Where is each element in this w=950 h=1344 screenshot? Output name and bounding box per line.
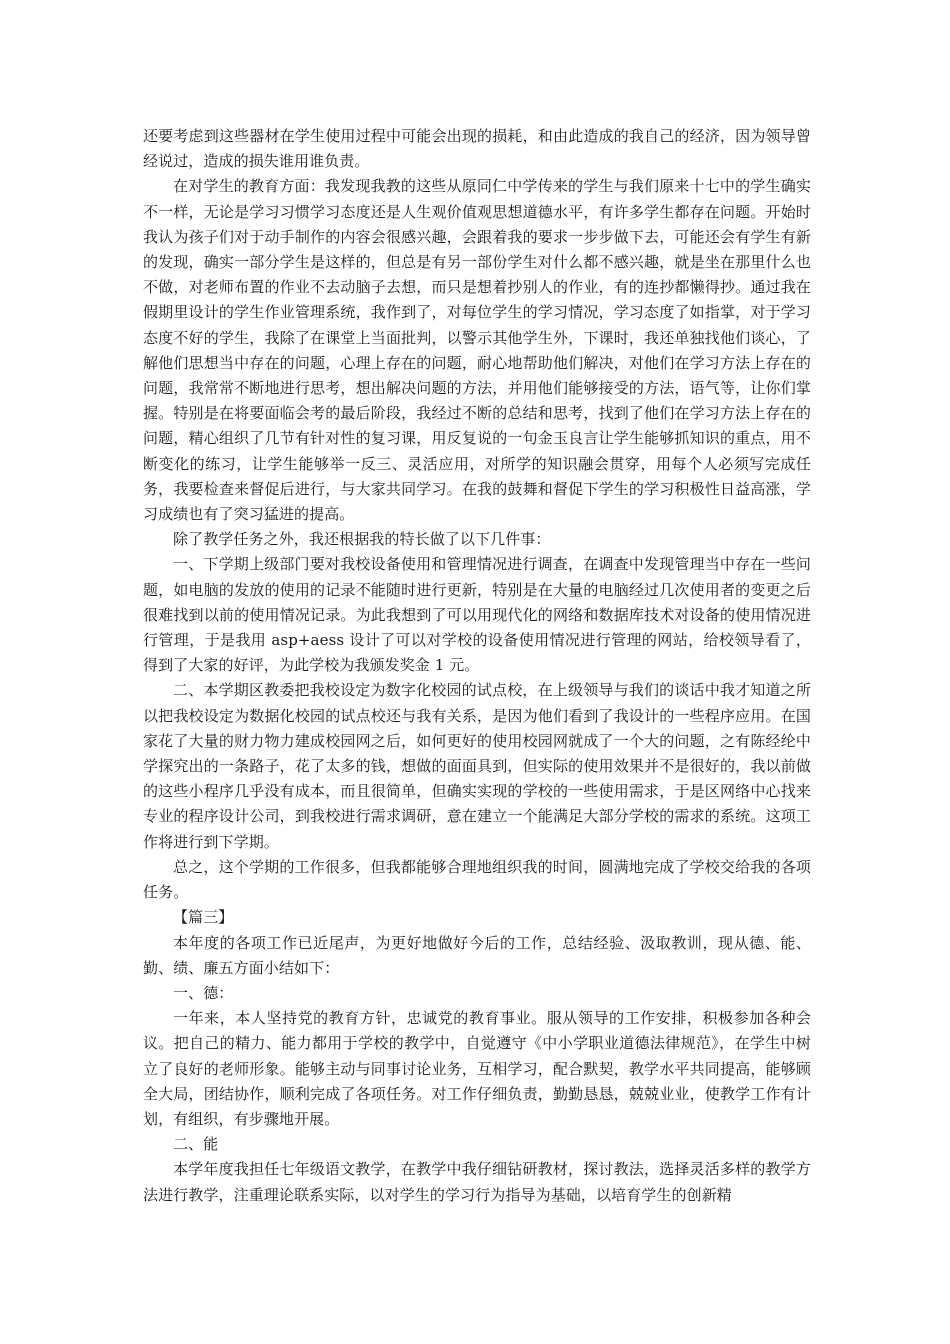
- paragraph-continuation: 还要考虑到这些器材在学生使用过程中可能会出现的损耗，和由此造成的我自己的经济，因为领导曾经说过，造成的损失谁用谁负责。: [143, 127, 811, 171]
- paragraph-summary: 总之，这个学期的工作很多，但我都能够合理地组织我的时间，圆满地完成了学校交给我的各项任务。: [143, 857, 811, 902]
- document-body: [143, 124, 811, 1208]
- paragraph-item-two: 二、本学期区教委把我校设定为数字化校园的试点校，在上级领导与我们的谈话中我才知道之所以把我校设定为数据化校园的试点校还与我有关系，是因为他们看到了我设计的一些程序应用。在国家花了大量的财力物力建成校园网之后，如何更好的使用校园网就成了一个大的问题，之有陈经纶中学探究出的一条路子，花了太多的钱，想做的面面具到，但实际的使用效果并不是很好的，我以前做的这些小程序几乎没有成本，而且很简单，但确实实现的学校的一些使用需求，于是区网络中心找来专业的程序设计公司，到我校进行需求调研，意在建立一个能满足大部分学校的需求的系统。这项工作将进行到下学期。: [143, 681, 811, 851]
- subheading-ability: 二、能: [173, 1135, 219, 1154]
- section-heading-part-three: 【篇三】: [173, 908, 234, 927]
- paragraph-extra-tasks-intro: 除了教学任务之外，我还根据我的特长做了以下几件事：: [173, 530, 551, 549]
- paragraph-ability: 本学年度我担任七年级语文教学，在教学中我仔细钻研教材，探讨教法，选择灵活多样的教学方法进行教学，注重理论联系实际，以对学生的学习行为指导为基础，以培育学生的创新精: [143, 1160, 811, 1204]
- paragraph-virtue: 一年来，本人坚持党的教育方针，忠诚党的教育事业。服从领导的工作安排，积极参加各种会议。把自己的精力、能力都用于学校的教学中，自觉遵守《中小学职业道德法律规范》，在学生中树立了良好的老师形象。能够主动与同事讨论业务，互相学习，配合默契，教学水平共同提高，能够顾全大局，团结协作，顺利完成了各项任务。对工作仔细负责，勤勤恳恳，兢兢业业，使教学工作有计划，有组织，有步骤地开展。: [143, 1009, 811, 1128]
- subheading-virtue: 一、德：: [173, 983, 234, 1002]
- paragraph-part-three-intro: 本年度的各项工作已近尾声，为更好地做好今后的工作，总结经验、汲取教训，现从德、能、勤、绩、廉五方面小结如下：: [143, 933, 811, 977]
- paragraph-item-one: 一、下学期上级部门要对我校设备使用和管理情况进行调查，在调查中发现管理当中存在一些问题，如电脑的发放的使用的记录不能随时进行更新，特别是在大量的电脑经过几次使用者的变更之后很难找到以前的使用情况记录。为此我想到了可以用现代化的网络和数据库技术对设备的使用情况进行管理，于是我用 asp+aess 设计了可以对学校的设备使用情况进行管理的网站，给校领导看了，得到了大家的好评，为此学校为我颁发奖金 1 元。: [143, 555, 811, 675]
- paragraph-student-education: 在对学生的教育方面：我发现我教的这些从原同仁中学传来的学生与我们原来十七中的学生确实不一样，无论是学习习惯学习态度还是人生观价值观思想道德水平，有许多学生都存在问题。开始时我认为孩子们对于动手制作的内容会很感兴趣，会跟着我的要求一步步做下去，可能还会有学生有新的发现，确实一部分学生是这样的，但总是有另一部份学生对什么都不感兴趣，就是坐在那里什么也不做，对老师布置的作业不去动脑子去想，而只是想着抄别人的作业，有的连抄都懒得抄。通过我在假期里设计的学生作业管理系统，我作到了，对每位学生的学习情况，学习态度了如指掌，对于学习态度不好的学生，我除了在课堂上当面批判，以警示其他学生外，下课时，我还单独找他们谈心，了解他们思想当中存在的问题，心理上存在的问题，耐心地帮助他们解决，对他们在学习方法上存在的问题，我常常不断地进行思考，想出解决问题的方法，并用他们能够接受的方法，语气等，让你们掌握。特别是在将要面临会考的最后阶段，我经过不断的总结和思考，找到了他们在学习方法上存在的问题，精心组织了几节有针对性的复习课，用反复说的一句金玉良言让学生能够抓知识的重点，用不断变化的练习，让学生能够举一反三、灵活应用，对所学的知识融会贯穿，用每个人必须写完成任务，我要检查来督促后进行，与大家共同学习。在我的鼓舞和督促下学生的学习积极性日益高涨，学习成绩也有了突习猛进的提高。: [143, 177, 811, 524]
